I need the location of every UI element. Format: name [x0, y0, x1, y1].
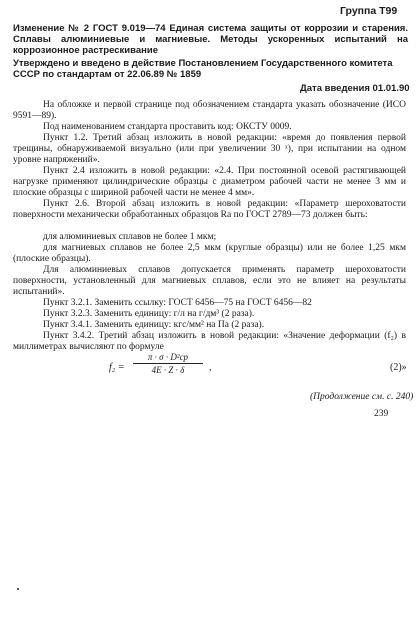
paragraph-designation: На обложке и первой странице под обозначением стандарта указать обозначение (ИСО 9591—89).: [13, 100, 406, 121]
approval-statement: Утверждено и введено в действие Постановлением Государственного комитета СССР по стандартам от 22.06.89 № 1859: [13, 58, 393, 80]
effective-date: Дата введения 01.01.90: [300, 83, 410, 94]
paragraph-aluminium: для алюминиевых сплавов не более 1 мкм;: [43, 232, 217, 242]
formula-denominator: 4E · Z · δ: [151, 365, 185, 375]
amendment-title: Изменение № 2 ГОСТ 9.019—74 Единая система защиты от коррозии и старения. Сплавы алюминиевые и магниевые. Методы ускоренных испытаний на коррозионное растрескивание: [13, 23, 408, 56]
scan-speck: [17, 588, 19, 590]
paragraph-item-1-2: Пункт 1.2. Третий абзац изложить в новой редакции: «время до появления первой трещины, обнаруживаемой визуально (или при увеличении 30 ˣ), при испытании на одном уровне напряжений».: [13, 133, 406, 165]
formula-lhs: f₂ =: [109, 362, 125, 373]
paragraph-item-3-2-3: Пункт 3.2.3. Заменить единицу: г/л на г/дм³ (2 раза).: [43, 309, 255, 319]
formula-comma: ,: [209, 362, 212, 373]
group-code: Группа Т99: [340, 5, 398, 17]
paragraph-code: Под наименованием стандарта проставить код: ОКСТУ 0009.: [43, 122, 292, 132]
page-number: 239: [374, 409, 389, 419]
paragraph-magnesium: для магниевых сплавов не более 2,5 мкм (круглые образцы) или не более 1,25 мкм (плоские образцы).: [13, 243, 406, 264]
paragraph-roughness: Для алюминиевых сплавов допускается применять параметр шероховатости поверхности, установленный для магниевых сплавов, если это не влияет на результаты испытаний».: [13, 265, 406, 297]
paragraph-item-3-4-1: Пункт 3.4.1. Заменить единицу: кгс/мм² на Па (2 раза).: [43, 320, 265, 330]
continuation-note: (Продолжение см. с. 240): [310, 392, 414, 402]
paragraph-item-3-4-2: Пункт 3.4.2. Третий абзац изложить в новой редакции: «Значение деформации (f₂) в миллиметрах вычисляют по формуле: [13, 331, 406, 352]
paragraph-item-2-4: Пункт 2.4 изложить в новой редакции: «2.4. При постоянной осевой растягивающей нагрузке применяют цилиндрические образцы с диаметром рабочей части не менее 3 мм и плоские образцы с шириной рабочей части не менее 4 мм».: [13, 166, 406, 198]
formula-2: [13, 352, 408, 386]
paragraph-item-2-6: Пункт 2.6. Второй абзац изложить в новой редакции: «Параметр шероховатости поверхности механически обработанных образцов Ra по ГОСТ 2789—73 должен быть:: [13, 199, 406, 220]
formula-number: (2)»: [390, 362, 407, 373]
formula-numerator: π · σ · D²ср: [133, 352, 203, 364]
paragraph-item-3-2-1: Пункт 3.2.1. Заменить ссылку: ГОСТ 6456—75 на ГОСТ 6456—82: [43, 298, 312, 308]
formula-fraction: [133, 352, 203, 375]
